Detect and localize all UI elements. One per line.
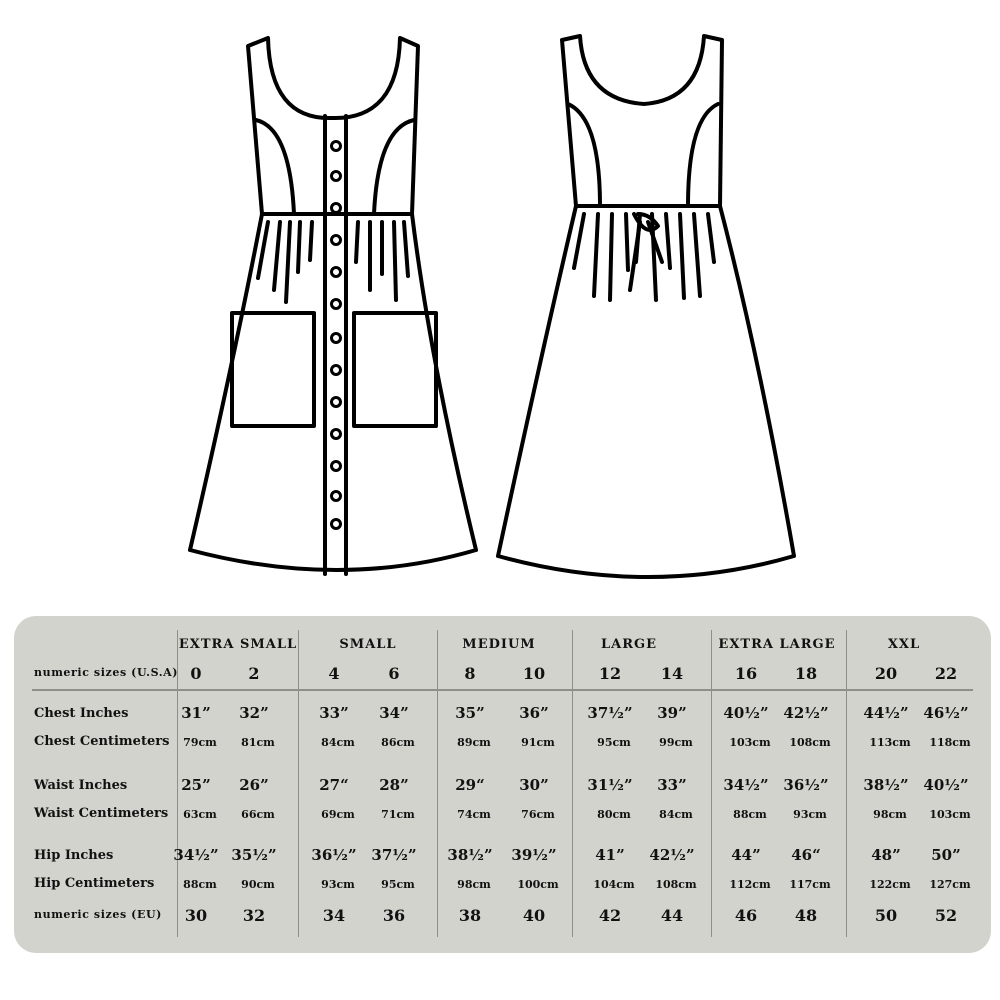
size-cell: 6 <box>388 664 400 683</box>
size-cell: 36 <box>382 906 406 925</box>
size-cell: 103cm <box>929 808 971 821</box>
size-cell: 44” <box>731 846 761 864</box>
size-cell: 81cm <box>241 736 275 749</box>
size-cell: 46“ <box>791 846 821 864</box>
size-cell: 26” <box>239 776 269 794</box>
size-cell: 100cm <box>517 878 559 891</box>
size-cell: 91cm <box>521 736 555 749</box>
size-cell: 108cm <box>789 736 831 749</box>
size-cell: 12 <box>598 664 622 683</box>
size-cell: 89cm <box>457 736 491 749</box>
size-cell: 38 <box>458 906 482 925</box>
row-label-hip-cm: Hip Centimeters <box>34 876 155 891</box>
size-cell: 4 <box>328 664 340 683</box>
size-cell: 41” <box>595 846 625 864</box>
size-cell: 42½” <box>783 704 829 722</box>
size-cell: 84cm <box>659 808 693 821</box>
size-cell: 35” <box>455 704 485 722</box>
size-cell: 38½” <box>447 846 493 864</box>
size-cell: 36½” <box>311 846 357 864</box>
size-cell: 2 <box>248 664 260 683</box>
size-cell: 84cm <box>321 736 355 749</box>
size-cell: 33” <box>657 776 687 794</box>
row-label-waist-cm: Waist Centimeters <box>34 806 169 821</box>
size-cell: 117cm <box>789 878 831 891</box>
size-cell: 38½” <box>863 776 909 794</box>
size-cell: 76cm <box>521 808 555 821</box>
size-cell: 93cm <box>793 808 827 821</box>
size-group-header: LARGE <box>600 637 658 652</box>
size-cell: 34½” <box>173 846 219 864</box>
size-cell: 44½” <box>863 704 909 722</box>
size-cell: 30” <box>519 776 549 794</box>
size-cell: 95cm <box>381 878 415 891</box>
size-cell: 35½” <box>231 846 277 864</box>
size-cell: 31½” <box>587 776 633 794</box>
size-cell: 69cm <box>321 808 355 821</box>
size-cell: 30 <box>184 906 208 925</box>
size-cell: 20 <box>874 664 898 683</box>
size-cell: 88cm <box>733 808 767 821</box>
size-cell: 40½” <box>923 776 969 794</box>
size-cell: 52 <box>934 906 958 925</box>
size-cell: 10 <box>522 664 546 683</box>
size-cell: 28” <box>379 776 409 794</box>
size-cell: 108cm <box>655 878 697 891</box>
size-cell: 40 <box>522 906 546 925</box>
size-cell: 74cm <box>457 808 491 821</box>
size-cell: 71cm <box>381 808 415 821</box>
size-cell: 118cm <box>929 736 971 749</box>
size-cell: 44 <box>660 906 684 925</box>
size-cell: 39½” <box>511 846 557 864</box>
size-cell: 127cm <box>929 878 971 891</box>
size-cell: 40½” <box>723 704 769 722</box>
size-group-header: XXL <box>887 637 921 652</box>
size-cell: 99cm <box>659 736 693 749</box>
size-cell: 18 <box>794 664 818 683</box>
size-cell: 27“ <box>319 776 349 794</box>
size-group-header: EXTRA SMALL <box>178 637 298 652</box>
size-cell: 36” <box>519 704 549 722</box>
size-cell: 79cm <box>183 736 217 749</box>
size-cell: 14 <box>660 664 684 683</box>
size-cell: 34 <box>322 906 346 925</box>
size-cell: 103cm <box>729 736 771 749</box>
size-cell: 32” <box>239 704 269 722</box>
size-cell: 63cm <box>183 808 217 821</box>
size-cell: 16 <box>734 664 758 683</box>
size-cell: 112cm <box>729 878 771 891</box>
size-cell: 98cm <box>873 808 907 821</box>
size-group-header: SMALL <box>339 637 397 652</box>
size-cell: 31” <box>181 704 211 722</box>
size-cell: 90cm <box>241 878 275 891</box>
size-cell: 32 <box>242 906 266 925</box>
size-cell: 86cm <box>381 736 415 749</box>
column-divider <box>572 630 573 937</box>
size-cell: 33” <box>319 704 349 722</box>
size-cell: 37½” <box>587 704 633 722</box>
row-label-numeric-sizes-usa: numeric sizes (U.S.A) <box>34 666 179 679</box>
size-cell: 39” <box>657 704 687 722</box>
size-group-header: EXTRA LARGE <box>718 637 836 652</box>
size-cell: 122cm <box>869 878 911 891</box>
size-cell: 48 <box>794 906 818 925</box>
size-cell: 25” <box>181 776 211 794</box>
size-cell: 98cm <box>457 878 491 891</box>
size-cell: 42 <box>598 906 622 925</box>
size-cell: 8 <box>464 664 476 683</box>
row-label-hip-inches: Hip Inches <box>34 848 114 863</box>
size-group-header: MEDIUM <box>462 637 536 652</box>
size-cell: 80cm <box>597 808 631 821</box>
size-cell: 42½” <box>649 846 695 864</box>
size-cell: 34” <box>379 704 409 722</box>
size-cell: 48” <box>871 846 901 864</box>
size-cell: 50” <box>931 846 961 864</box>
size-cell: 37½” <box>371 846 417 864</box>
size-cell: 104cm <box>593 878 635 891</box>
size-cell: 113cm <box>869 736 911 749</box>
size-cell: 46 <box>734 906 758 925</box>
size-cell: 95cm <box>597 736 631 749</box>
size-cell: 66cm <box>241 808 275 821</box>
dress-back-sketch <box>498 36 794 577</box>
row-label-waist-inches: Waist Inches <box>34 778 128 793</box>
header-divider <box>32 689 973 691</box>
row-label-chest-cm: Chest Centimeters <box>34 734 170 749</box>
column-divider <box>298 630 299 937</box>
column-divider <box>711 630 712 937</box>
size-cell: 34½” <box>723 776 769 794</box>
size-cell: 0 <box>190 664 202 683</box>
dress-front-sketch <box>190 38 476 574</box>
size-cell: 93cm <box>321 878 355 891</box>
size-chart <box>14 616 991 953</box>
size-cell: 46½” <box>923 704 969 722</box>
size-cell: 50 <box>874 906 898 925</box>
column-divider <box>437 630 438 937</box>
size-cell: 36½” <box>783 776 829 794</box>
size-cell: 29“ <box>455 776 485 794</box>
size-cell: 88cm <box>183 878 217 891</box>
row-label-chest-inches: Chest Inches <box>34 706 129 721</box>
size-cell: 22 <box>934 664 958 683</box>
row-label-numeric-sizes-eu: numeric sizes (EU) <box>34 908 162 921</box>
column-divider <box>846 630 847 937</box>
